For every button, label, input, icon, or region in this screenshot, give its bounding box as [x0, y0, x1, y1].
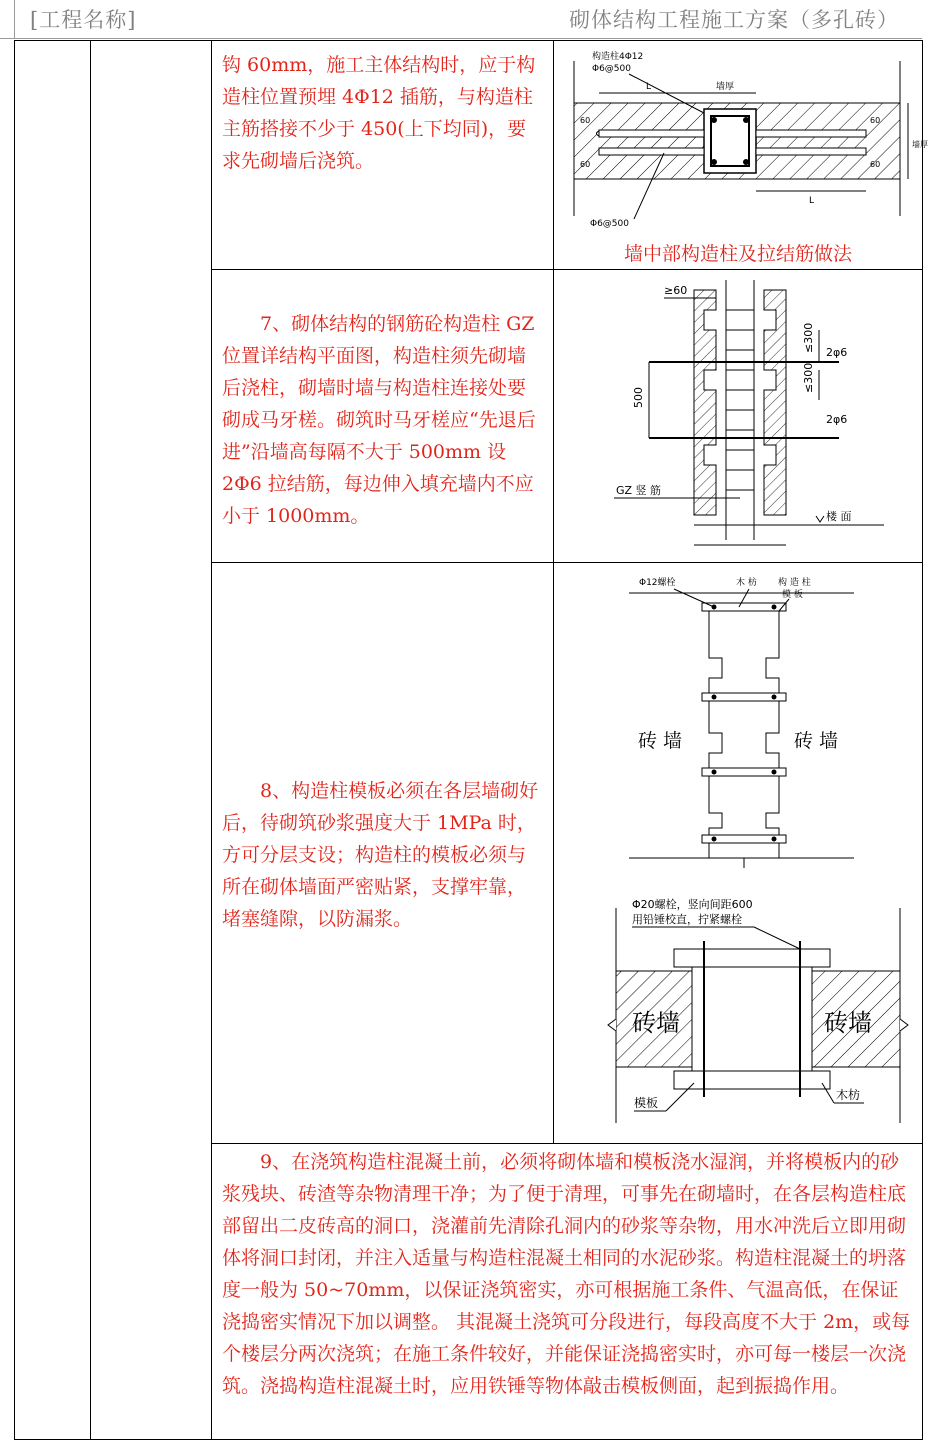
dim-300-a: ≤300	[802, 322, 815, 353]
figure-cell	[554, 41, 928, 270]
paragraph: 7、砌体结构的钢筋砼构造柱 GZ 位置详结构平面图，构造柱须先砌墙后浇柱，砌墙时墙与构造柱连接处要砌成马牙槎。砌筑时马牙槎应“先退后进”沿墙高每隔不大于 500mm 设 2Φ6 拉结筋，每边伸入填充墙内不应小于 1000mm。	[222, 313, 536, 527]
label-floor: 楼 面	[826, 510, 852, 523]
dim-height: 墙厚	[912, 140, 928, 149]
text-cell	[212, 563, 554, 1144]
text-cell	[212, 41, 554, 270]
dim-ge60: ≥60	[664, 284, 688, 297]
figure-cell	[554, 270, 923, 563]
dim-wall-thickness: 墙厚	[716, 82, 735, 92]
rebar-label-b: 2φ6	[826, 413, 848, 426]
paragraph: 钩 60mm，施工主体结构时，应于构造柱位置预埋 4Φ12 插筋，与构造柱主筋搭接不少于 450(上下均同)，要求先砌墙后浇筑。	[222, 54, 536, 172]
brick-wall-left-plan: 砖墙	[632, 1009, 680, 1037]
label-form: 模 板	[782, 590, 803, 600]
empty-column-1	[15, 41, 91, 1440]
dim-60-d: 60	[870, 160, 881, 169]
label-tie-spacing-top: Φ6@500	[592, 64, 631, 74]
label-bolt-12: Φ12螺栓	[639, 578, 676, 588]
page-header	[0, 0, 945, 40]
paragraph: 9、在浇筑构造柱混凝土前，必须将砌体墙和模板浇水湿润，并将模板内的砂浆残块、砖渣等杂物清理干净；为了便于清理，可事先在砌墙时，在各层构造柱底部留出二皮砖高的洞口，浇灌前先清除孔洞内的砂浆等杂物，用水冲洗后立即用砌体将洞口封闭，并注入适量与构造柱混凝土相同的水泥砂浆。构造柱混凝土的坍落度一般为 50~70mm，以保证浇筑密实，亦可根据施工条件、气温高低，在保证浇捣密实情况下加以调整。 其混凝土浇筑可分段进行，每段高度不大于 2m，或每个楼层分两次浇筑；在施工条件较好，并能保证浇捣密实时，亦可每一楼层一次浇筑。浇捣构造柱混凝土时，应用铁锤等物体敲击模板侧面，起到振捣作用。	[222, 1151, 911, 1397]
label-column-bars: 构造柱4Φ12	[592, 52, 644, 62]
label-plumb-note: 用铅锤校直，拧紧螺栓	[632, 913, 742, 926]
label-column: 构 造 柱	[778, 578, 811, 588]
paragraph: 8、构造柱模板必须在各层墙砌好后，待砌筑砂浆强度大于 1MPa 时，方可分层支设；构造柱的模板必须与所在砌体墙面严密贴紧，支撑牢靠，堵塞缝隙，以防漏浆。	[222, 780, 539, 930]
label-wood: 木 枋	[736, 578, 757, 588]
dim-60-b: 60	[580, 160, 591, 169]
label-gz-rebar: GZ 竖 筋	[616, 484, 662, 497]
text-cell-wide	[212, 1144, 923, 1440]
rebar-label-a: 2φ6	[826, 346, 848, 359]
text-cell	[212, 270, 554, 563]
dim-l-top: L	[646, 82, 652, 92]
label-bolt-20: Φ20螺栓，竖向间距600	[632, 898, 753, 911]
dim-60-a: 60	[580, 116, 591, 125]
brick-wall-right-plan: 砖墙	[824, 1009, 872, 1037]
dim-500: 500	[632, 387, 645, 408]
project-name: [工程名称]	[30, 8, 137, 32]
figure-caption: 墙中部构造柱及拉结筋做法	[623, 243, 852, 265]
content-table	[14, 40, 928, 1440]
empty-column-2	[91, 41, 212, 1440]
dim-60-c: 60	[870, 116, 881, 125]
label-formwork: 模板	[634, 1096, 659, 1110]
toothed-joint-diagram	[554, 270, 923, 558]
column-tie-diagram	[554, 41, 928, 241]
header-corner-mark	[14, 0, 15, 38]
table-row	[15, 41, 923, 270]
brick-wall-left: 砖 墙	[638, 730, 683, 752]
brick-wall-right: 砖 墙	[794, 730, 839, 752]
header-rule	[0, 38, 922, 39]
formwork-diagrams	[554, 563, 923, 1139]
dim-300-b: ≤300	[802, 362, 815, 393]
dim-l-bottom: L	[809, 196, 815, 206]
label-tie-spacing-bottom: Φ6@500	[590, 219, 629, 229]
document-title: 砌体结构工程施工方案（多孔砖）	[569, 8, 899, 32]
figure-cell	[554, 563, 923, 1144]
label-wood-plan: 木枋	[836, 1088, 861, 1102]
